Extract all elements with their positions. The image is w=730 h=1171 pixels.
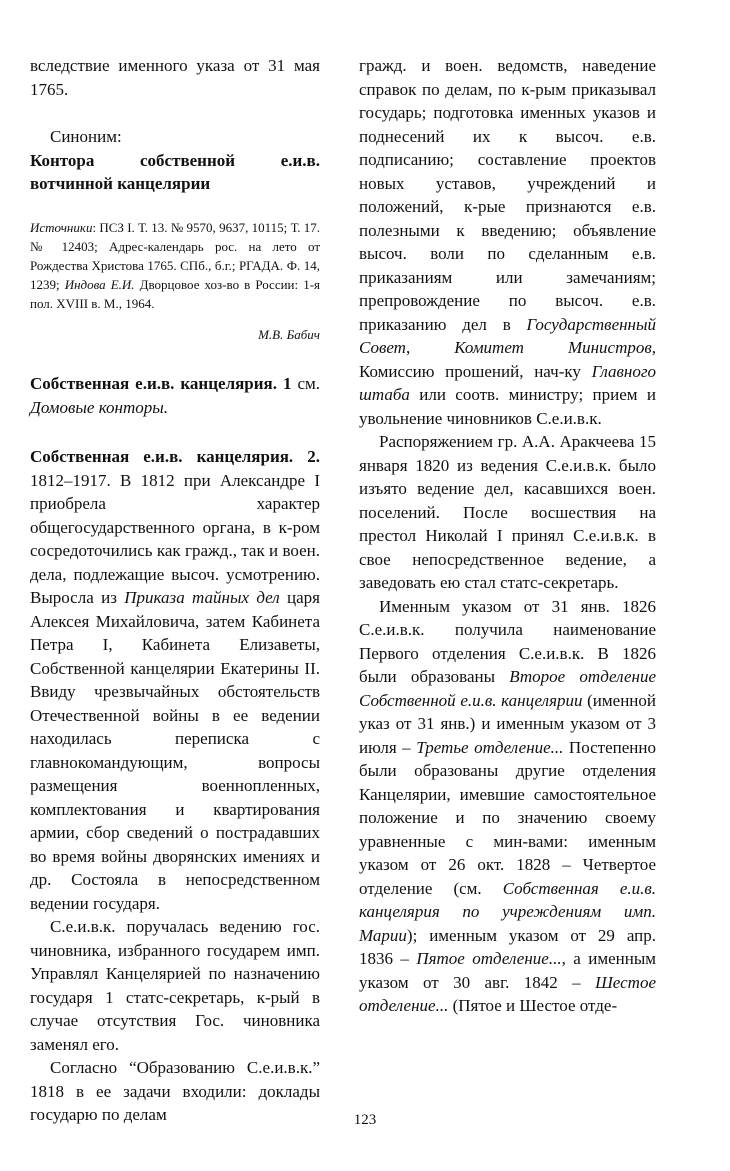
right-paragraph-2: Распоряжением гр. А.А. Аракчеева 15 января 1820 из ведения С.е.и.в.к. было изъято ведение дел, касавшихся воен. поселений. После восшествия на престол Николай I принял С.е.и.в.к. в свое непосредственное ведение, а заведовать ею стал статс-секретарь. bbox=[359, 432, 656, 592]
left-column bbox=[30, 54, 320, 1127]
sources-text: : ПСЗ I. Т. 13. № 9570, 9637, 10115; Т. 17. № 12403; Адрес-календарь рос. на лето от Рождества Христова 1765. СПб., б.г.; РГАДА. Ф. 14, 1239; bbox=[30, 219, 320, 292]
right-p1-ref-3: Главного штаба bbox=[359, 361, 656, 404]
right-p3-ref-2: Третье отделение... bbox=[416, 737, 564, 757]
right-p3-text-b: (именной указ от 31 янв.) и именным указом от 3 июля – bbox=[359, 690, 656, 757]
right-p3-ref-3: Собственная е.и.в. канцелярия по учреждениям имп. Марии bbox=[359, 878, 656, 945]
right-p3-ref-4: Пятое отделение... bbox=[416, 949, 562, 968]
right-p1-text-b: , Комиссию прошений, нач-ку bbox=[359, 338, 657, 381]
entry-1-heading: Собственная е.и.в. канцелярия. 1 bbox=[30, 374, 292, 393]
right-p1-text-c: или соотв. министру; прием и увольнение чиновников С.е.и.в.к. bbox=[359, 385, 656, 428]
entry-1-see: см. bbox=[291, 374, 320, 393]
synonym-title: Контора собственной е.и.в. вотчинной канцелярии bbox=[30, 150, 320, 193]
entry-1 bbox=[30, 372, 320, 419]
right-p3-text-a: Именным указом от 31 янв. 1826 С.е.и.в.к. получила наименование Первого отделения С.е.и.в.к. В 1826 были образованы bbox=[359, 596, 656, 686]
entry-2-cross-reference: Приказа тайных дел bbox=[124, 588, 280, 607]
entry-2 bbox=[30, 445, 320, 915]
entry-2-text-a: 1812–1917. В 1812 при Александре I приобрела характер общегосударственного органа, в к-ром сосредоточились как гражд., так и воен. дела, подлежащие высоч. усмотрению. Выросла из bbox=[30, 470, 320, 607]
sources-label: Источники bbox=[30, 219, 93, 235]
right-p1-sep: , bbox=[405, 338, 455, 357]
entry-2-text-b: царя Алексея Михайловича, затем Кабинета Петра I, Кабинета Елизаветы, Собственной канцелярии Екатерины II. Ввиду чрезвычайных обстоятельств Отечественной войны в ее ведении находилась переписка с главнокомандующим, вопросы размещения военнопленных, комплектования и квартирования армии, сбор сведений о пострадавших во время войны дворянских имениях и др. Состояла в непосредственном ведении государя. bbox=[30, 588, 320, 913]
synonym-label: Синоним: bbox=[50, 127, 122, 146]
sources-paragraph bbox=[30, 218, 320, 313]
sources-tail: Дворцовое хоз-во в России: 1-я пол. XVIII в. М., 1964. bbox=[30, 276, 320, 311]
right-p1-text-a: гражд. и воен. ведомств, наведение справок по делам, по к-рым приказывал государь; подготовка именных указов и поднесений их к высоч. е.в. подписанию; составление проектов новых уставов, учреждений и положений, к-рые признаются е.в. полезными к введению; объявление высоч. воли по сделанным е.в. приказаниям или замечаниям; препровождение по высоч. е.в. приказанию дел в bbox=[359, 56, 656, 334]
entry-2-heading: Собственная е.и.в. канцелярия. 2. bbox=[30, 447, 320, 466]
right-paragraph-1 bbox=[359, 54, 656, 430]
left-paragraph-3: Согласно “Образованию С.е.и.в.к.” 1818 в ее задачи входили: доклады государю по делам bbox=[30, 1058, 320, 1124]
right-p3-text-f: (Пятое и Шестое отде- bbox=[448, 996, 618, 1015]
right-p3-text-d: ); именным указом от 29 апр. 1836 – bbox=[359, 925, 656, 968]
right-p3-ref-1: Второе отделение Собственной е.и.в. канцелярии bbox=[359, 667, 656, 710]
page-number: 123 bbox=[353, 1112, 377, 1128]
sources-author: Индова Е.И. bbox=[64, 276, 135, 292]
right-paragraph-3 bbox=[359, 595, 656, 1018]
left-paragraph-2: С.е.и.в.к. поручалась ведению гос. чиновника, избранного государем имп. Управлял Канцелярией по назначению государя 1 статс-секретарь, к-рый в случае отсутствия Гос. чиновника заменял его. bbox=[30, 917, 320, 1054]
right-p3-text-e: , а именным указом от 30 авг. 1842 – bbox=[359, 949, 657, 992]
right-p3-text-c: Постепенно были образованы другие отделения Канцелярии, имевшие самостоятельное положение и по значению своему уравненные с мин-вами: именным указом от 26 окт. 1828 – Четвертое отделение (см. bbox=[359, 737, 656, 898]
right-p1-ref-2: Комитет Министров bbox=[454, 338, 652, 357]
right-p1-ref-1: Государственный Совет bbox=[359, 314, 656, 357]
entry-1-cross-reference: Домовые конторы. bbox=[30, 397, 168, 417]
intro-paragraph: вследствие именного указа от 31 мая 1765. bbox=[30, 56, 320, 99]
right-column bbox=[359, 54, 656, 1018]
article-author: М.В. Бабич bbox=[258, 326, 320, 342]
right-p3-ref-5: Шестое отделение... bbox=[359, 972, 656, 1015]
